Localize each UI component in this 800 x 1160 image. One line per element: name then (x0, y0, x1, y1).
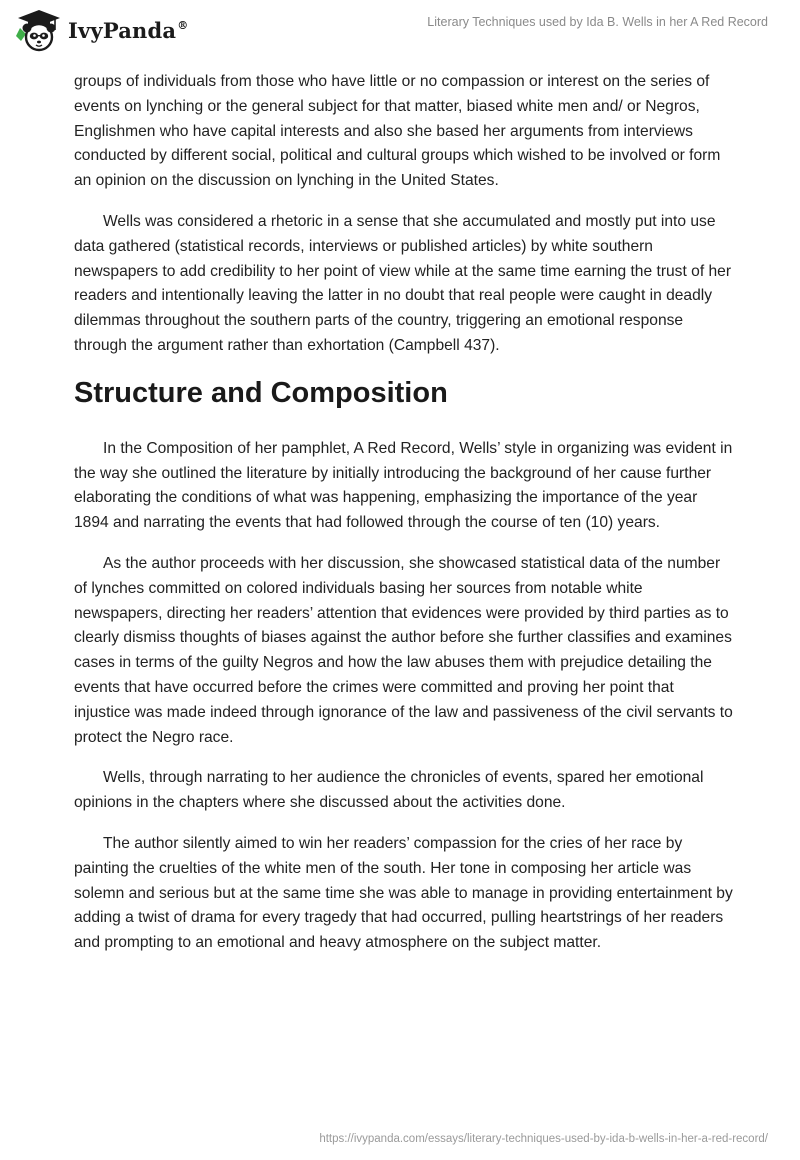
paragraph: As the author proceeds with her discussion, she showcased statistical data of the number of lynches committed on colored individuals basing her sources from notable white newspapers, directing her readers’ attention that evidences were provided by third parties as to clearly dismiss thoughts of biases against the author before she further classifies and examines cases in terms of the guilty Negros and how the law abuses them with prejudice detailing the events that have occurred before the crimes were committed and proving her point that injustice was made indeed through ignorance of the law and passiveness of the civil servants to protect the Negro race. (74, 554, 733, 746)
page-header (0, 0, 800, 60)
paragraph: groups of individuals from those who have little or no compassion or interest on the series of events on lynching or the general subject for that matter, biased white men and/ or Negros, Englishmen who have capital interests and also she based her arguments from interviews conducted by different social, political and cultural groups which wished to be involved or form an opinion on the discussion on lynching in the United States. (74, 73, 721, 190)
document-title: Literary Techniques used by Ida B. Wells in her A Red Record (427, 15, 768, 29)
paragraph: Wells, through narrating to her audience the chronicles of events, spared her emotional opinions in the chapters where she discussed about the activities done. (74, 769, 704, 812)
panda-graduate-icon (14, 8, 64, 52)
paragraph: The author silently aimed to win her readers’ compassion for the cries of her race by painting the cruelties of the white men of the south. Her tone in composing her article was solemn and serious but at the same time she was able to manage in providing entertainment by adding a twist of drama for every tragedy that had occurred, pulling heartstrings of her readers and prompting to an emotional and heavy atmosphere on the subject matter. (74, 834, 733, 952)
essay-body (74, 70, 734, 972)
brand-name: IvyPanda® (68, 17, 189, 43)
source-url[interactable]: https://ivypanda.com/essays/literary-techniques-used-by-ida-b-wells-in-her-a-red-record/ (319, 1133, 768, 1145)
paragraph: Wells was considered a rhetoric in a sense that she accumulated and mostly put into use data gathered (statistical records, interviews or published articles) by white southern newspapers to add credibility to her point of view while at the same time earning the trust of her readers and intentionally leaving the latter in no doubt that real people were caught in deadly dilemmas throughout the southern parts of the country, triggering an emotional response through the argument rather than exhortation (Campbell 437). (74, 212, 732, 354)
brand-logo[interactable] (14, 8, 188, 52)
paragraph: In the Composition of her pamphlet, A Red Record, Wells’ style in organizing was evident in the way she outlined the literature by initially introducing the background of her cause further elaborating the conditions of what was happening, emphasizing the importance of the year 1894 and narrating the events that had followed through the course of ten (10) years. (74, 439, 733, 532)
section-heading: Structure and Composition (74, 376, 448, 409)
